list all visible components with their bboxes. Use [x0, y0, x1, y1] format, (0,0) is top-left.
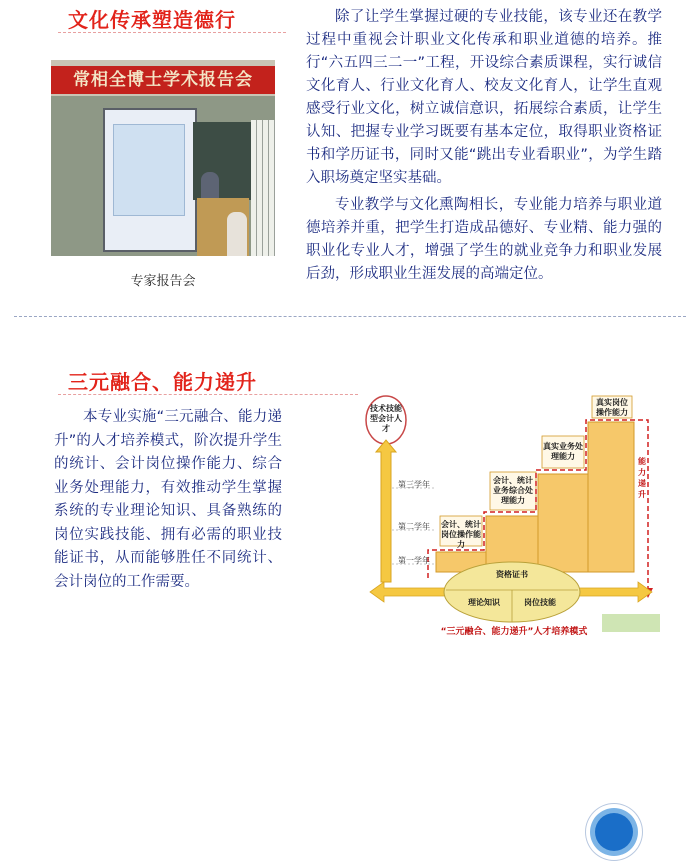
ellipse-label-top: 资格证书: [496, 570, 528, 579]
nav-button-core: [595, 813, 633, 851]
integration-paragraph: 本专业实施“三元融合、能力递升”的人才培养模式，阶次提升学生的统计、会计岗位操作能力、综合业务处理能力，有效推动学生掌握系统的专业理论知识、具备熟练的岗位实践技能、拥有必需的职业技能证书，从而能够胜任不同统计、会计岗位的工作需要。: [54, 409, 282, 590]
projector-screen: [103, 108, 197, 252]
photo-banner: 常相全博士学术报告会: [51, 66, 275, 94]
culture-paragraph-2: 专业教学与文化熏陶相长，专业能力培养与职业道德培养并重，把学生打造成品德好、专业精、能力强的职业化专业人才，增强了学生的就业竞争力和职业发展后劲，形成职业生涯发展的高端定位。: [306, 197, 662, 282]
speaker: [201, 172, 219, 200]
diagram-graphics: [362, 392, 660, 644]
training-model-diagram: [362, 392, 660, 644]
up-arrow: [376, 440, 396, 582]
year-label-1: 第一学年: [398, 556, 430, 565]
window-bars: [251, 120, 275, 256]
section-divider: [14, 316, 686, 317]
step-label-4: 真实岗位操作能力: [596, 398, 628, 417]
title-underline-2: [58, 394, 358, 395]
ellipse-label-right: 岗位技能: [524, 598, 556, 607]
audience-member: [227, 212, 247, 256]
diagram-caption: “三元融合、能力递升”人才培养模式: [440, 627, 588, 637]
culture-text: [306, 6, 662, 286]
section-title-culture: 文化传承塑造德行: [68, 8, 236, 32]
culture-paragraph-1: 除了让学生掌握过硬的专业技能，该专业还在教学过程中重视会计职业文化传承和职业道德的培养。推行“六五四三二一”工程，开设综合素质课程，实行诚信文化育人、行业文化育人、校友文化育人，让学生直观感受行业文化，树立诚信意识，拓展综合素质，让学生认知、把握专业学习既要有基本定位，取得职业资格证书和学历证书，同时又能“跳出专业看职业”，为学生踏入职场奠定坚实基础。: [306, 9, 662, 186]
stair-4: [588, 422, 634, 572]
integration-text: [54, 406, 282, 594]
ellipse-label-left: 理论知识: [468, 598, 500, 607]
step-label-2: 会计、统计业务综合处理能力: [493, 476, 533, 505]
year-label-2: 第二学年: [398, 522, 430, 531]
stair-3: [538, 474, 588, 572]
step-label-3: 真实业务处理能力: [543, 442, 583, 461]
step-label-1: 会计、统计岗位操作能力: [441, 520, 481, 549]
slide: [113, 124, 185, 216]
side-label: 能力递升: [638, 457, 646, 499]
year-label-3: 第三学年: [398, 480, 430, 489]
page-nav-button[interactable]: [586, 804, 642, 860]
title-underline: [58, 32, 286, 33]
talent-circle-label: 技术技能型会计人才: [370, 404, 402, 433]
photo-caption: 专家报告会: [130, 274, 196, 289]
lecture-photo: [51, 60, 275, 256]
section-title-integration: 三元融合、能力递升: [68, 370, 257, 394]
